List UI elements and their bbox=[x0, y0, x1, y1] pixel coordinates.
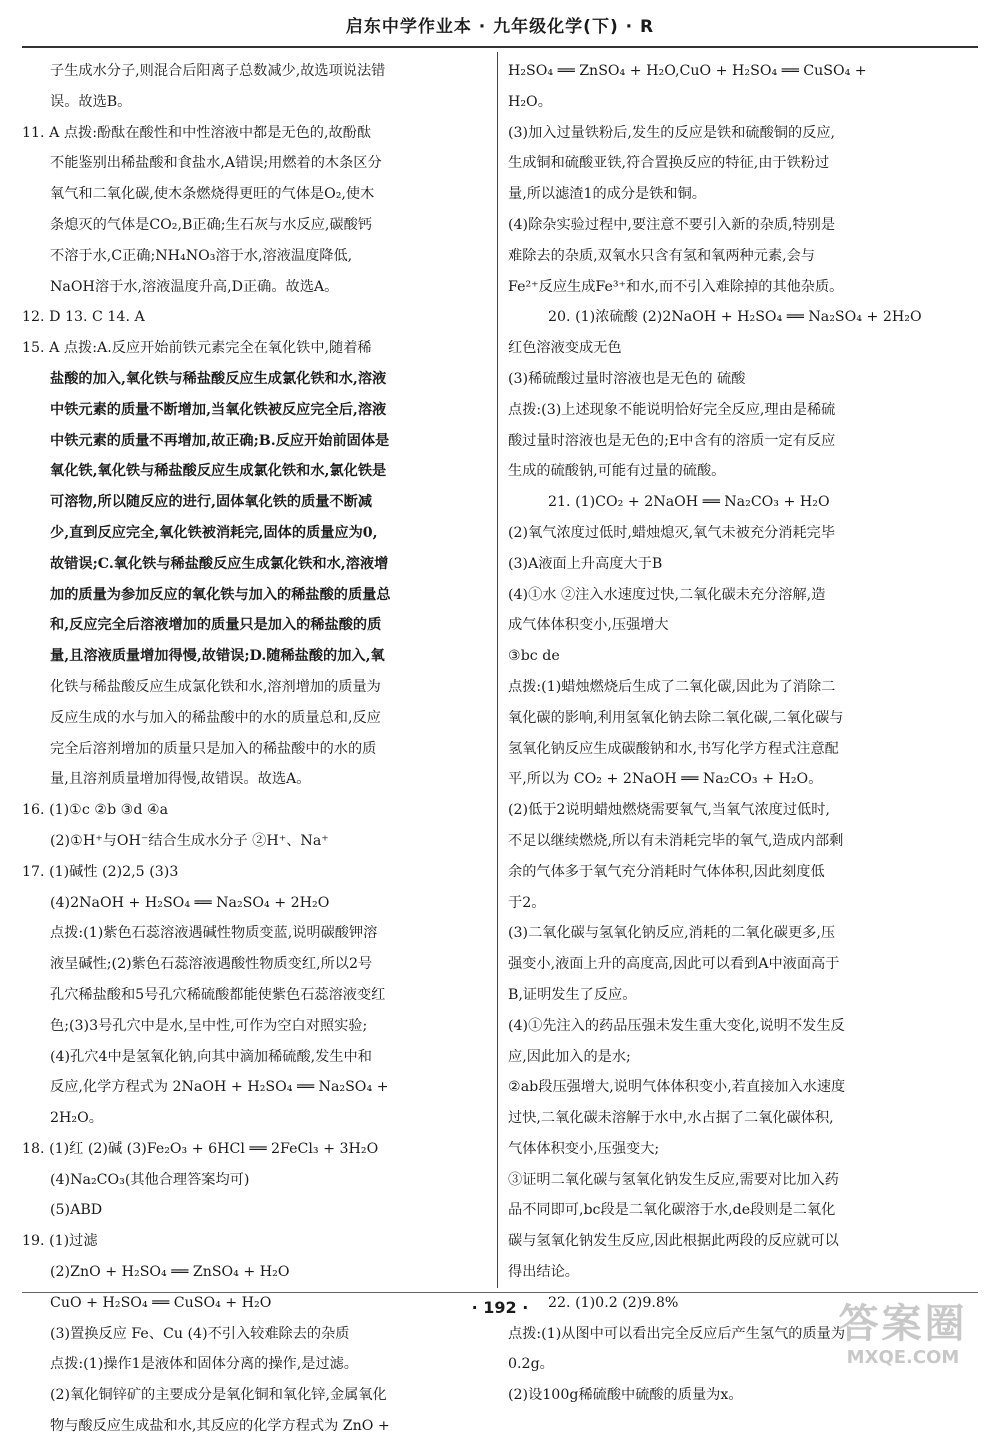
text-line: 不能鉴别出稀盐酸和食盐水,A错误;用燃着的木条区分 bbox=[50, 155, 382, 172]
text-line: 孔穴稀盐酸和5号孔穴稀硫酸都能使紫色石蕊溶液变红 bbox=[50, 986, 386, 1003]
text-line: 17. (1)碱性 (2)2,5 (3)3 bbox=[22, 863, 179, 880]
text-line: 气体体积变小,压强变大; bbox=[508, 1140, 660, 1157]
text-line: (2)设100g稀硫酸中硫酸的质量为x。 bbox=[508, 1387, 743, 1404]
text-line: 点拨:(1)操作1是液体和固体分离的操作,是过滤。 bbox=[50, 1356, 358, 1373]
text-line: (2)①H⁺与OH⁻结合生成水分子 ②H⁺、Na⁺ bbox=[50, 832, 329, 849]
text-line: 可溶物,所以随反应的进行,固体氧化铁的质量不断减 bbox=[50, 494, 373, 511]
text-line: 加的质量为参加反应的氧化铁与加入的稀盐酸的质量总 bbox=[50, 586, 391, 603]
text-line: 化铁与稀盐酸反应生成氯化铁和水,溶剂增加的质量为 bbox=[50, 678, 381, 695]
text-line: 强变小,液面上升的高度高,因此可以看到A中液面高于 bbox=[508, 956, 840, 973]
text-line: 平,所以为 CO₂ + 2NaOH ══ Na₂CO₃ + H₂O。 bbox=[508, 771, 823, 788]
text-line: 点拨:(1)从图中可以看出完全反应后产生氢气的质量为 bbox=[508, 1325, 846, 1342]
text-line: 氧化铁,氧化铁与稀盐酸反应生成氯化铁和水,氯化铁是 bbox=[50, 463, 387, 480]
text-line: 氢氧化钠反应生成碳酸钠和水,书写化学方程式注意配 bbox=[508, 740, 839, 757]
text-line: 反应生成的水与加入的稀盐酸中的水的质量总和,反应 bbox=[50, 709, 381, 726]
text-line: ③证明二氧化碳与氢氧化钠发生反应,需要对比加入药 bbox=[508, 1171, 839, 1188]
text-line: 和,反应完全后溶液增加的质量只是加入的稀盐酸的质 bbox=[50, 617, 382, 634]
text-line: 中铁元素的质量不断增加,当氧化铁被反应完全后,溶液 bbox=[50, 401, 387, 418]
text-line: ②ab段压强增大,说明气体体积变小,若直接加入水速度 bbox=[508, 1079, 846, 1096]
column-divider bbox=[497, 52, 498, 1288]
text-line: (4)孔穴4中是氢氧化钠,向其中滴加稀硫酸,发生中和 bbox=[50, 1048, 372, 1065]
text-line: (2)低于2说明蜡烛燃烧需要氧气,当氧气浓度过低时, bbox=[508, 802, 830, 819]
text-line: (4)除杂实验过程中,要注意不要引入新的杂质,特别是 bbox=[508, 216, 836, 233]
text-line: 氧化碳的影响,利用氢氧化钠去除二氧化碳,二氧化碳与 bbox=[508, 709, 844, 726]
text-line: 氧气和二氧化碳,使木条燃烧得更旺的气体是O₂,使木 bbox=[50, 186, 375, 203]
text-line: 16. (1)①c ②b ③d ④a bbox=[22, 802, 169, 819]
text-line: 点拨:(1)蜡烛燃烧后生成了二氧化碳,因此为了消除二 bbox=[508, 678, 836, 695]
text-line: (4)2NaOH + H₂SO₄ ══ Na₂SO₄ + 2H₂O bbox=[50, 894, 330, 911]
text-line: 21. (1)CO₂ + 2NaOH ══ Na₂CO₃ + H₂O bbox=[548, 494, 830, 511]
text-line: 品不同即可,bc段是二氧化碳溶于水,de段则是二氧化 bbox=[508, 1202, 836, 1219]
text-line: 成气体体积变小,压强增大 bbox=[508, 617, 669, 634]
text-line: Fe²⁺反应生成Fe³⁺和水,而不引入难除掉的其他杂质。 bbox=[508, 278, 844, 295]
page-number: · 192 · bbox=[471, 1298, 529, 1317]
text-line: (4)Na₂CO₃(其他合理答案均可) bbox=[50, 1171, 250, 1188]
text-line: (2)ZnO + H₂SO₄ ══ ZnSO₄ + H₂O bbox=[50, 1264, 290, 1281]
text-line: 酸过量时溶液也是无色的;E中含有的溶质一定有反应 bbox=[508, 432, 836, 449]
text-line: 应,因此加入的是水; bbox=[508, 1048, 631, 1065]
text-line: (5)ABD bbox=[50, 1202, 103, 1219]
text-line: ③bc de bbox=[508, 648, 560, 665]
text-line: 量,所以滤渣1的成分是铁和铜。 bbox=[508, 186, 706, 203]
text-line: 12. D 13. C 14. A bbox=[22, 309, 145, 326]
text-line: (3)稀硫酸过量时溶液也是无色的 硫酸 bbox=[508, 370, 746, 387]
watermark-logo: 答案圈 bbox=[838, 1301, 968, 1347]
text-line: 少,直到反应完全,氧化铁被消耗完,固体的质量应为0, bbox=[50, 524, 378, 541]
text-line: (3)A液面上升高度大于B bbox=[508, 555, 663, 572]
text-line: H₂SO₄ ══ ZnSO₄ + H₂O,CuO + H₂SO₄ ══ CuSO₄ + bbox=[508, 63, 867, 79]
text-line: 盐酸的加入,氧化铁与稀盐酸反应生成氯化铁和水,溶液 bbox=[50, 370, 387, 387]
text-line: B,证明发生了反应。 bbox=[508, 986, 637, 1003]
text-line: 点拨:(1)紫色石蕊溶液遇碱性物质变蓝,说明碳酸钾溶 bbox=[50, 925, 378, 942]
text-line: 色;(3)3号孔穴中是水,呈中性,可作为空白对照实验; bbox=[50, 1017, 368, 1034]
text-line: 22. (1)0.2 (2)9.8% bbox=[548, 1294, 679, 1311]
text-line: (3)置换反应 Fe、Cu (4)不引入较难除去的杂质 bbox=[50, 1325, 350, 1342]
text-line: CuO + H₂SO₄ ══ CuSO₄ + H₂O bbox=[50, 1294, 272, 1311]
text-line: 中铁元素的质量不再增加,故正确;B.反应开始前固体是 bbox=[50, 432, 390, 449]
text-line: (2)氧气浓度过低时,蜡烛熄灭,氧气未被充分消耗完毕 bbox=[508, 524, 836, 541]
text-line: 余的气体多于氧气充分消耗时气体体积,因此刻度低 bbox=[508, 863, 825, 880]
text-line: 红色溶液变成无色 bbox=[508, 340, 622, 357]
text-line: 误。故选B。 bbox=[50, 93, 132, 110]
watermark-url: MXQE.COM bbox=[846, 1347, 960, 1368]
text-line: 于2。 bbox=[508, 894, 546, 911]
header-rule bbox=[22, 46, 978, 48]
text-line: 生成的硫酸钠,可能有过量的硫酸。 bbox=[508, 463, 726, 480]
text-line: (4)①水 ②注入水速度过快,二氧化碳未充分溶解,造 bbox=[508, 586, 826, 603]
text-line: 20. (1)浓硫酸 (2)2NaOH + H₂SO₄ ══ Na₂SO₄ + 2H₂O bbox=[548, 309, 922, 326]
text-line: 2H₂O。 bbox=[50, 1110, 103, 1127]
text-line: 11. A 点拨:酚酞在酸性和中性溶液中都是无色的,故酚酞 bbox=[22, 124, 372, 141]
page-header: 启东中学作业本 · 九年级化学(下) · R bbox=[345, 17, 655, 37]
text-line: 15. A 点拨:A.反应开始前铁元素完全在氧化铁中,随着稀 bbox=[22, 340, 372, 357]
text-line: 液呈碱性;(2)紫色石蕊溶液遇酸性物质变红,所以2号 bbox=[50, 956, 373, 973]
text-line: 量,且溶液质量增加得慢,故错误;D.随稀盐酸的加入,氧 bbox=[50, 648, 385, 665]
text-line: (3)加入过量铁粉后,发生的反应是铁和硫酸铜的反应, bbox=[508, 124, 836, 141]
text-line: (3)二氧化碳与氢氧化钠反应,消耗的二氧化碳更多,压 bbox=[508, 925, 836, 942]
text-line: 量,且溶剂质量增加得慢,故错误。故选A。 bbox=[50, 771, 311, 788]
text-line: 故错误;C.氧化铁与稀盐酸反应生成氯化铁和水,溶液增 bbox=[50, 555, 389, 572]
text-line: 点拨:(3)上述现象不能说明恰好完全反应,理由是稀硫 bbox=[508, 401, 836, 418]
text-line: 难除去的杂质,双氧水只含有氢和氧两种元素,会与 bbox=[508, 247, 815, 264]
left-column bbox=[22, 56, 488, 1435]
text-line: 碳与氢氧化钠发生反应,因此根据此两段的反应就可以 bbox=[508, 1233, 839, 1250]
watermark bbox=[828, 1300, 978, 1380]
text-line: H₂O。 bbox=[508, 93, 552, 110]
text-line: 子生成水分子,则混合后阳离子总数减少,故选项说法错 bbox=[50, 63, 386, 79]
text-line: (4)①先注入的药品压强未发生重大变化,说明不发生反 bbox=[508, 1017, 845, 1034]
text-line: 条熄灭的气体是CO₂,B正确;生石灰与水反应,碳酸钙 bbox=[50, 216, 372, 233]
text-line: 得出结论。 bbox=[508, 1264, 579, 1281]
text-line: 18. (1)红 (2)碱 (3)Fe₂O₃ + 6HCl ══ 2FeCl₃ + 3H₂O bbox=[22, 1140, 379, 1157]
text-line: 不溶于水,C正确;NH₄NO₃溶于水,溶液温度降低, bbox=[50, 247, 353, 264]
text-line: 0.2g。 bbox=[508, 1356, 554, 1373]
text-line: 过快,二氧化碳未溶解于水中,水占据了二氧化碳体积, bbox=[508, 1110, 834, 1127]
text-line: 19. (1)过滤 bbox=[22, 1233, 98, 1250]
text-line: NaOH溶于水,溶液温度升高,D正确。故选A。 bbox=[50, 278, 339, 295]
text-line: 完全后溶剂增加的质量只是加入的稀盐酸中的水的质 bbox=[50, 740, 377, 757]
text-line: 生成铜和硫酸亚铁,符合置换反应的特征,由于铁粉过 bbox=[508, 155, 830, 172]
text-line: 物与酸反应生成盐和水,其反应的化学方程式为 ZnO + bbox=[50, 1418, 390, 1435]
text-line: (2)氧化铜锌矿的主要成分是氧化铜和氧化锌,金属氧化 bbox=[50, 1387, 387, 1404]
text-line: 反应,化学方程式为 2NaOH + H₂SO₄ ══ Na₂SO₄ + bbox=[50, 1079, 389, 1096]
text-line: 不足以继续燃烧,所以有未消耗完毕的氧气,造成内部剩 bbox=[508, 832, 844, 849]
footer-rule bbox=[22, 1292, 978, 1293]
